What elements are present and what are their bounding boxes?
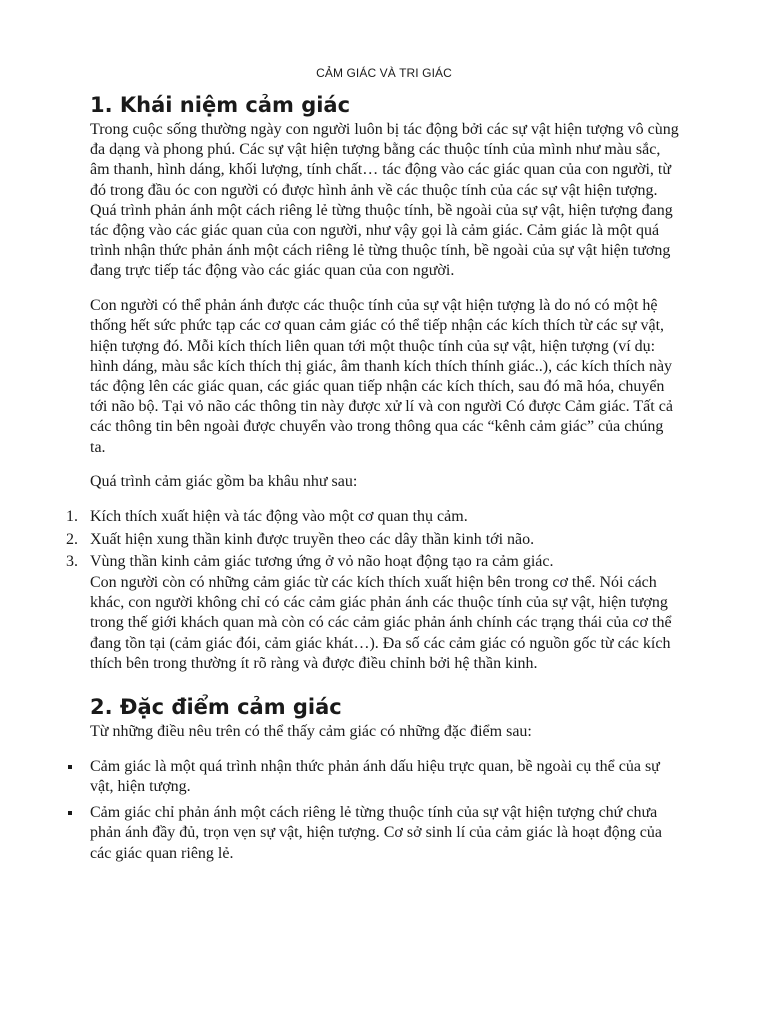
- list-item-text: Xuất hiện xung thần kinh được truyền theo các dây thần kinh tới não.: [90, 530, 535, 548]
- list-item-text: Cảm giác là một quá trình nhận thức phản ánh dấu hiệu trực quan, bề ngoài cụ thể của sự vật, hiện tượng.: [90, 757, 660, 795]
- paragraph-4: Con người còn có những cảm giác từ các kích thích xuất hiện bên trong cơ thể. Nói cách khác, con người không chỉ có các cảm giác phản ánh các thuộc tính của sự vật, hiện tượng trong thế giới khách quan mà còn có các cảm giác phản ánh chính các trạng thái của cơ thể đang tồn tại (cảm giác đói, cảm giác khát…). Đa số các cảm giác có nguồn gốc từ các kích thích bên trong thường ít rõ ràng và được điều chỉnh bởi hệ thần kinh.: [90, 574, 672, 672]
- paragraph-1: Trong cuộc sống thường ngày con người luôn bị tác động bởi các sự vật hiện tượng vô cùng đa dạng và phong phú. Các sự vật hiện tượng bằng các thuộc tính của mình như màu sắc, âm thanh, hình dáng, khối lượng, tính chất… tác động vào các giác quan của con người, từ đó trong đầu óc con người có được hình ảnh về các thuộc tính của các sự vật hiện tượng. Quá trình phản ánh một cách riêng lẻ từng thuộc tính, bề ngoài của sự vật, hiện tượng đang tác động vào các giác quan của con người, như vậy gọi là cảm giác. Cảm giác là một quá trình nhận thức phản ánh một cách riêng lẻ từng thuộc tính, bề ngoài của sự vật hiện tương đang trực tiếp tác động vào các giác quan của con người.: [90, 121, 679, 280]
- list-number: 3.: [66, 553, 78, 571]
- list-item-text: Kích thích xuất hiện và tác động vào một cơ quan thụ cảm.: [90, 507, 468, 525]
- list-number: 1.: [66, 507, 78, 525]
- section-heading-1: 1. Khái niệm cảm giác: [90, 93, 351, 117]
- document-body: [66, 90, 680, 870]
- list-item: [66, 552, 680, 572]
- section2-intro: Từ những điều nêu trên có thể thấy cảm giác có những đặc điểm sau:: [90, 723, 532, 741]
- numbered-list: [66, 507, 680, 573]
- bullet-icon: [68, 765, 72, 769]
- bullet-icon: [68, 811, 72, 815]
- list-item-text: Vùng thần kinh cảm giác tương ứng ở vỏ não hoạt động tạo ra cảm giác.: [90, 553, 554, 571]
- document-title: CẢM GIÁC VÀ TRI GIÁC: [316, 66, 452, 80]
- list-number: 2.: [66, 530, 78, 548]
- paragraph-3: Quá trình cảm giác gồm ba khâu như sau:: [90, 473, 358, 491]
- list-item: [90, 803, 680, 864]
- list-item: [90, 757, 680, 797]
- bullet-list: [90, 757, 680, 864]
- section-heading-2: 2. Đặc điểm cảm giác: [90, 695, 342, 720]
- list-item: [66, 530, 680, 550]
- list-item: [66, 507, 680, 527]
- paragraph-2: Con người có thể phản ánh được các thuộc tính của sự vật hiện tượng là do nó có một hệ thống hết sức phức tạp các cơ quan cảm giác có thể tiếp nhận các kích thích từ các sự vật, hiện tượng đó. Mỗi kích thích liên quan tới một thuộc tính của sự vật, hiện tượng (ví dụ: hình dáng, màu sắc kích thích thị giác, âm thanh kích thích thính giác..), các kích thích này tác động lên các giác quan, các giác quan tiếp nhận các kích thích, sau đó mã hóa, chuyển tới não bộ. Tại vỏ não các thông tin này được xử lí và con người Có được Cảm giác. Tất cả các thông tin bên ngoài được chuyển vào trong thông qua các “kênh cảm giác” của chúng ta.: [90, 297, 673, 456]
- list-item-text: Cảm giác chỉ phản ánh một cách riêng lẻ từng thuộc tính của sự vật hiện tượng chứ chưa phản ánh đầy đủ, trọn vẹn sự vật, hiện tượng. Cơ sở sinh lí của cảm giác là hoạt động của các giác quan riêng lẻ.: [90, 804, 662, 862]
